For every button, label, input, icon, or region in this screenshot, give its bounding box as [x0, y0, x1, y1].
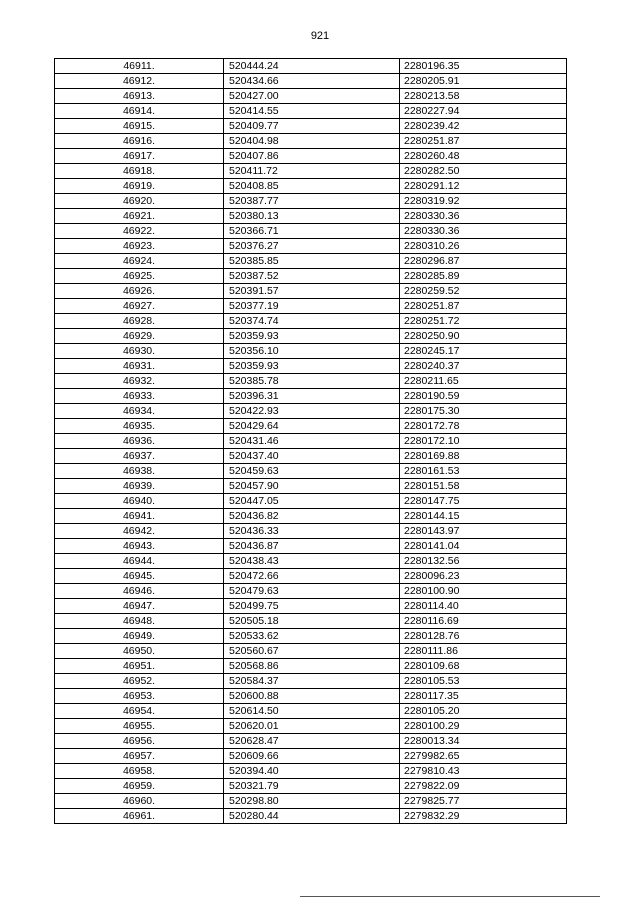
point-number-cell: 46924.	[55, 254, 224, 269]
point-number-cell: 46937.	[55, 449, 224, 464]
x-coordinate-cell: 520436.33	[224, 524, 400, 539]
table-row	[55, 434, 567, 449]
y-coordinate-cell: 2280251.87	[400, 134, 567, 149]
table-row	[55, 299, 567, 314]
coordinates-table	[54, 58, 567, 824]
x-coordinate-cell: 520391.57	[224, 284, 400, 299]
table-row	[55, 494, 567, 509]
y-coordinate-cell: 2280132.56	[400, 554, 567, 569]
table-row	[55, 269, 567, 284]
point-number-cell: 46944.	[55, 554, 224, 569]
x-coordinate-cell: 520600.88	[224, 689, 400, 704]
y-coordinate-cell: 2280196.35	[400, 59, 567, 74]
table-row	[55, 344, 567, 359]
table-row	[55, 749, 567, 764]
point-number-cell: 46947.	[55, 599, 224, 614]
point-number-cell: 46934.	[55, 404, 224, 419]
y-coordinate-cell: 2280211.65	[400, 374, 567, 389]
x-coordinate-cell: 520584.37	[224, 674, 400, 689]
table-row	[55, 659, 567, 674]
y-coordinate-cell: 2280282.50	[400, 164, 567, 179]
x-coordinate-cell: 520359.93	[224, 329, 400, 344]
x-coordinate-cell: 520620.01	[224, 719, 400, 734]
table-row	[55, 59, 567, 74]
y-coordinate-cell: 2280310.26	[400, 239, 567, 254]
point-number-cell: 46918.	[55, 164, 224, 179]
y-coordinate-cell: 2280251.87	[400, 299, 567, 314]
table-row	[55, 419, 567, 434]
point-number-cell: 46961.	[55, 809, 224, 824]
y-coordinate-cell: 2280114.40	[400, 599, 567, 614]
x-coordinate-cell: 520438.43	[224, 554, 400, 569]
table-row	[55, 239, 567, 254]
y-coordinate-cell: 2279825.77	[400, 794, 567, 809]
table-row	[55, 254, 567, 269]
x-coordinate-cell: 520414.55	[224, 104, 400, 119]
x-coordinate-cell: 520472.66	[224, 569, 400, 584]
y-coordinate-cell: 2280245.17	[400, 344, 567, 359]
y-coordinate-cell: 2280259.52	[400, 284, 567, 299]
x-coordinate-cell: 520457.90	[224, 479, 400, 494]
point-number-cell: 46939.	[55, 479, 224, 494]
table-row	[55, 674, 567, 689]
y-coordinate-cell: 2280151.58	[400, 479, 567, 494]
x-coordinate-cell: 520609.66	[224, 749, 400, 764]
y-coordinate-cell: 2280105.53	[400, 674, 567, 689]
point-number-cell: 46946.	[55, 584, 224, 599]
point-number-cell: 46920.	[55, 194, 224, 209]
table-row	[55, 524, 567, 539]
y-coordinate-cell: 2280100.90	[400, 584, 567, 599]
y-coordinate-cell: 2280100.29	[400, 719, 567, 734]
point-number-cell: 46919.	[55, 179, 224, 194]
x-coordinate-cell: 520568.86	[224, 659, 400, 674]
x-coordinate-cell: 520396.31	[224, 389, 400, 404]
x-coordinate-cell: 520447.05	[224, 494, 400, 509]
point-number-cell: 46923.	[55, 239, 224, 254]
y-coordinate-cell: 2280330.36	[400, 209, 567, 224]
x-coordinate-cell: 520429.64	[224, 419, 400, 434]
point-number-cell: 46960.	[55, 794, 224, 809]
point-number-cell: 46951.	[55, 659, 224, 674]
y-coordinate-cell: 2280096.23	[400, 569, 567, 584]
x-coordinate-cell: 520436.87	[224, 539, 400, 554]
point-number-cell: 46953.	[55, 689, 224, 704]
table-row	[55, 449, 567, 464]
table-row	[55, 284, 567, 299]
table-row	[55, 224, 567, 239]
x-coordinate-cell: 520431.46	[224, 434, 400, 449]
point-number-cell: 46942.	[55, 524, 224, 539]
y-coordinate-cell: 2280116.69	[400, 614, 567, 629]
point-number-cell: 46913.	[55, 89, 224, 104]
point-number-cell: 46914.	[55, 104, 224, 119]
x-coordinate-cell: 520404.98	[224, 134, 400, 149]
point-number-cell: 46956.	[55, 734, 224, 749]
x-coordinate-cell: 520499.75	[224, 599, 400, 614]
x-coordinate-cell: 520444.24	[224, 59, 400, 74]
x-coordinate-cell: 520385.85	[224, 254, 400, 269]
table-row	[55, 554, 567, 569]
x-coordinate-cell: 520427.00	[224, 89, 400, 104]
x-coordinate-cell: 520280.44	[224, 809, 400, 824]
x-coordinate-cell: 520479.63	[224, 584, 400, 599]
y-coordinate-cell: 2280117.35	[400, 689, 567, 704]
x-coordinate-cell: 520533.62	[224, 629, 400, 644]
point-number-cell: 46955.	[55, 719, 224, 734]
x-coordinate-cell: 520628.47	[224, 734, 400, 749]
table-row	[55, 794, 567, 809]
table-row	[55, 119, 567, 134]
x-coordinate-cell: 520411.72	[224, 164, 400, 179]
point-number-cell: 46912.	[55, 74, 224, 89]
x-coordinate-cell: 520409.77	[224, 119, 400, 134]
x-coordinate-cell: 520614.50	[224, 704, 400, 719]
point-number-cell: 46948.	[55, 614, 224, 629]
y-coordinate-cell: 2279810.43	[400, 764, 567, 779]
table-row	[55, 644, 567, 659]
x-coordinate-cell: 520321.79	[224, 779, 400, 794]
point-number-cell: 46922.	[55, 224, 224, 239]
y-coordinate-cell: 2280128.76	[400, 629, 567, 644]
x-coordinate-cell: 520380.13	[224, 209, 400, 224]
y-coordinate-cell: 2280240.37	[400, 359, 567, 374]
x-coordinate-cell: 520422.93	[224, 404, 400, 419]
y-coordinate-cell: 2280227.94	[400, 104, 567, 119]
point-number-cell: 46933.	[55, 389, 224, 404]
x-coordinate-cell: 520560.67	[224, 644, 400, 659]
point-number-cell: 46941.	[55, 509, 224, 524]
table-row	[55, 374, 567, 389]
point-number-cell: 46930.	[55, 344, 224, 359]
table-row	[55, 584, 567, 599]
table-row	[55, 734, 567, 749]
point-number-cell: 46921.	[55, 209, 224, 224]
y-coordinate-cell: 2280105.20	[400, 704, 567, 719]
point-number-cell: 46932.	[55, 374, 224, 389]
point-number-cell: 46940.	[55, 494, 224, 509]
point-number-cell: 46916.	[55, 134, 224, 149]
y-coordinate-cell: 2280260.48	[400, 149, 567, 164]
x-coordinate-cell: 520436.82	[224, 509, 400, 524]
table-row	[55, 569, 567, 584]
y-coordinate-cell: 2280190.59	[400, 389, 567, 404]
x-coordinate-cell: 520356.10	[224, 344, 400, 359]
bottom-rule	[300, 896, 600, 897]
table-row	[55, 719, 567, 734]
y-coordinate-cell: 2279982.65	[400, 749, 567, 764]
table-row	[55, 404, 567, 419]
table-row	[55, 464, 567, 479]
y-coordinate-cell: 2280147.75	[400, 494, 567, 509]
table-row	[55, 149, 567, 164]
table-row	[55, 134, 567, 149]
table-row	[55, 809, 567, 824]
y-coordinate-cell: 2280161.53	[400, 464, 567, 479]
table-row	[55, 314, 567, 329]
table-row	[55, 479, 567, 494]
table-row	[55, 179, 567, 194]
y-coordinate-cell: 2279832.29	[400, 809, 567, 824]
coordinates-table-body	[55, 59, 567, 824]
table-row	[55, 509, 567, 524]
table-row	[55, 689, 567, 704]
point-number-cell: 46911.	[55, 59, 224, 74]
x-coordinate-cell: 520366.71	[224, 224, 400, 239]
y-coordinate-cell: 2280013.34	[400, 734, 567, 749]
y-coordinate-cell: 2280144.15	[400, 509, 567, 524]
table-row	[55, 164, 567, 179]
x-coordinate-cell: 520374.74	[224, 314, 400, 329]
y-coordinate-cell: 2280319.92	[400, 194, 567, 209]
y-coordinate-cell: 2280251.72	[400, 314, 567, 329]
x-coordinate-cell: 520394.40	[224, 764, 400, 779]
point-number-cell: 46957.	[55, 749, 224, 764]
point-number-cell: 46943.	[55, 539, 224, 554]
table-row	[55, 104, 567, 119]
table-row	[55, 764, 567, 779]
x-coordinate-cell: 520298.80	[224, 794, 400, 809]
table-row	[55, 389, 567, 404]
table-row	[55, 89, 567, 104]
y-coordinate-cell: 2280143.97	[400, 524, 567, 539]
y-coordinate-cell: 2280172.78	[400, 419, 567, 434]
table-row	[55, 704, 567, 719]
point-number-cell: 46959.	[55, 779, 224, 794]
y-coordinate-cell: 2280111.86	[400, 644, 567, 659]
point-number-cell: 46950.	[55, 644, 224, 659]
table-row	[55, 194, 567, 209]
table-row	[55, 539, 567, 554]
point-number-cell: 46926.	[55, 284, 224, 299]
table-row	[55, 599, 567, 614]
point-number-cell: 46925.	[55, 269, 224, 284]
y-coordinate-cell: 2280291.12	[400, 179, 567, 194]
page-number: 921	[310, 30, 330, 42]
x-coordinate-cell: 520459.63	[224, 464, 400, 479]
y-coordinate-cell: 2280250.90	[400, 329, 567, 344]
point-number-cell: 46958.	[55, 764, 224, 779]
table-row	[55, 359, 567, 374]
x-coordinate-cell: 520408.85	[224, 179, 400, 194]
x-coordinate-cell: 520359.93	[224, 359, 400, 374]
table-row	[55, 629, 567, 644]
y-coordinate-cell: 2280175.30	[400, 404, 567, 419]
point-number-cell: 46928.	[55, 314, 224, 329]
x-coordinate-cell: 520437.40	[224, 449, 400, 464]
table-row	[55, 329, 567, 344]
point-number-cell: 46936.	[55, 434, 224, 449]
y-coordinate-cell: 2280141.04	[400, 539, 567, 554]
point-number-cell: 46935.	[55, 419, 224, 434]
x-coordinate-cell: 520387.52	[224, 269, 400, 284]
point-number-cell: 46938.	[55, 464, 224, 479]
x-coordinate-cell: 520407.86	[224, 149, 400, 164]
point-number-cell: 46952.	[55, 674, 224, 689]
x-coordinate-cell: 520387.77	[224, 194, 400, 209]
table-row	[55, 614, 567, 629]
point-number-cell: 46931.	[55, 359, 224, 374]
point-number-cell: 46929.	[55, 329, 224, 344]
table-row	[55, 74, 567, 89]
y-coordinate-cell: 2280213.58	[400, 89, 567, 104]
y-coordinate-cell: 2279822.09	[400, 779, 567, 794]
point-number-cell: 46954.	[55, 704, 224, 719]
y-coordinate-cell: 2280239.42	[400, 119, 567, 134]
x-coordinate-cell: 520385.78	[224, 374, 400, 389]
y-coordinate-cell: 2280296.87	[400, 254, 567, 269]
x-coordinate-cell: 520505.18	[224, 614, 400, 629]
y-coordinate-cell: 2280169.88	[400, 449, 567, 464]
x-coordinate-cell: 520434.66	[224, 74, 400, 89]
x-coordinate-cell: 520376.27	[224, 239, 400, 254]
point-number-cell: 46949.	[55, 629, 224, 644]
y-coordinate-cell: 2280109.68	[400, 659, 567, 674]
x-coordinate-cell: 520377.19	[224, 299, 400, 314]
point-number-cell: 46917.	[55, 149, 224, 164]
point-number-cell: 46915.	[55, 119, 224, 134]
table-row	[55, 209, 567, 224]
y-coordinate-cell: 2280285.89	[400, 269, 567, 284]
point-number-cell: 46927.	[55, 299, 224, 314]
point-number-cell: 46945.	[55, 569, 224, 584]
y-coordinate-cell: 2280172.10	[400, 434, 567, 449]
y-coordinate-cell: 2280205.91	[400, 74, 567, 89]
y-coordinate-cell: 2280330.36	[400, 224, 567, 239]
table-row	[55, 779, 567, 794]
